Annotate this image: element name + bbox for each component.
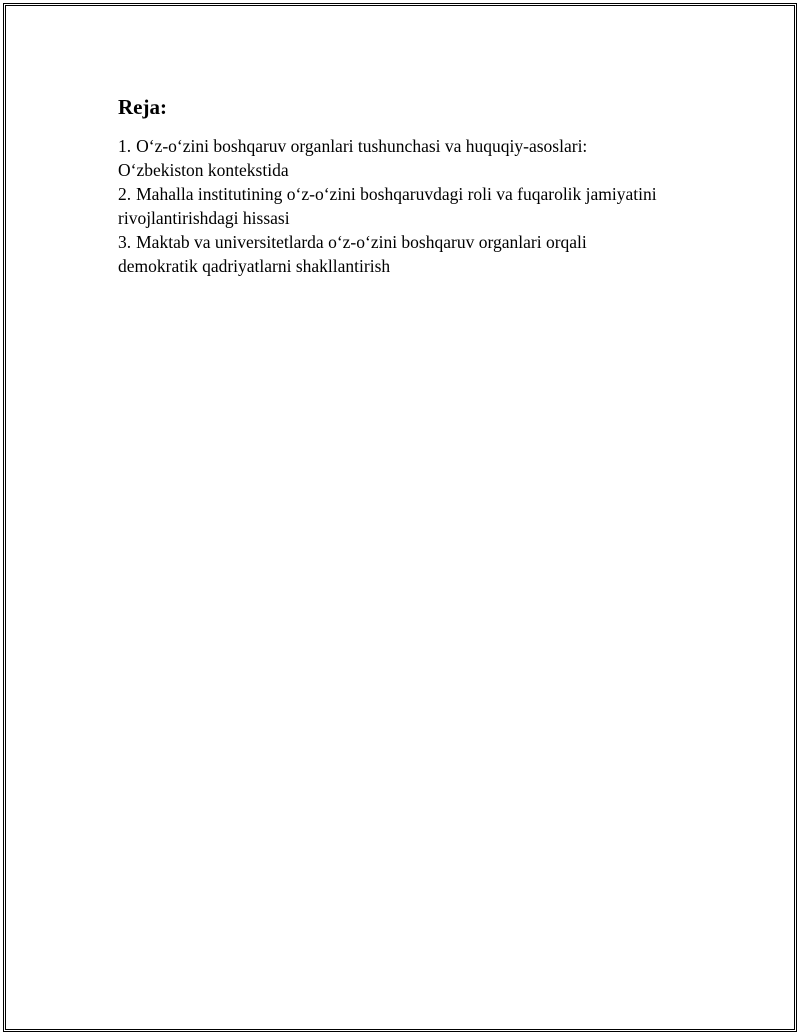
plan-item-1-line-2: O‘zbekiston kontekstida: [118, 160, 289, 180]
plan-item-number: 2.: [118, 184, 132, 204]
plan-item-2-line-1: [118, 182, 718, 206]
plan-item-1: [118, 134, 718, 182]
plan-item-2-line-2: rivojlantirishdagi hissasi: [118, 208, 290, 228]
plan-list: [118, 134, 718, 278]
plan-item-text: Maktab va universitetlarda o‘z-o‘zini boshqaruv organlari orqali: [136, 232, 587, 252]
plan-item-text: Mahalla institutining o‘z-o‘zini boshqaruvdagi roli va fuqarolik jamiyatini: [136, 184, 657, 204]
document-body: [118, 94, 718, 278]
plan-item-3-line-2: demokratik qadriyatlarni shakllantirish: [118, 256, 391, 276]
plan-item-number: 1.: [118, 136, 132, 156]
plan-item-1-line-1: [118, 134, 718, 158]
plan-item-number: 3.: [118, 232, 132, 252]
plan-item-3: [118, 230, 718, 278]
plan-item-2: [118, 182, 718, 230]
plan-heading: Reja:: [118, 95, 167, 119]
plan-item-3-line-1: [118, 230, 718, 254]
plan-item-text: O‘z-o‘zini boshqaruv organlari tushunchasi va huquqiy-asoslari:: [136, 136, 588, 156]
